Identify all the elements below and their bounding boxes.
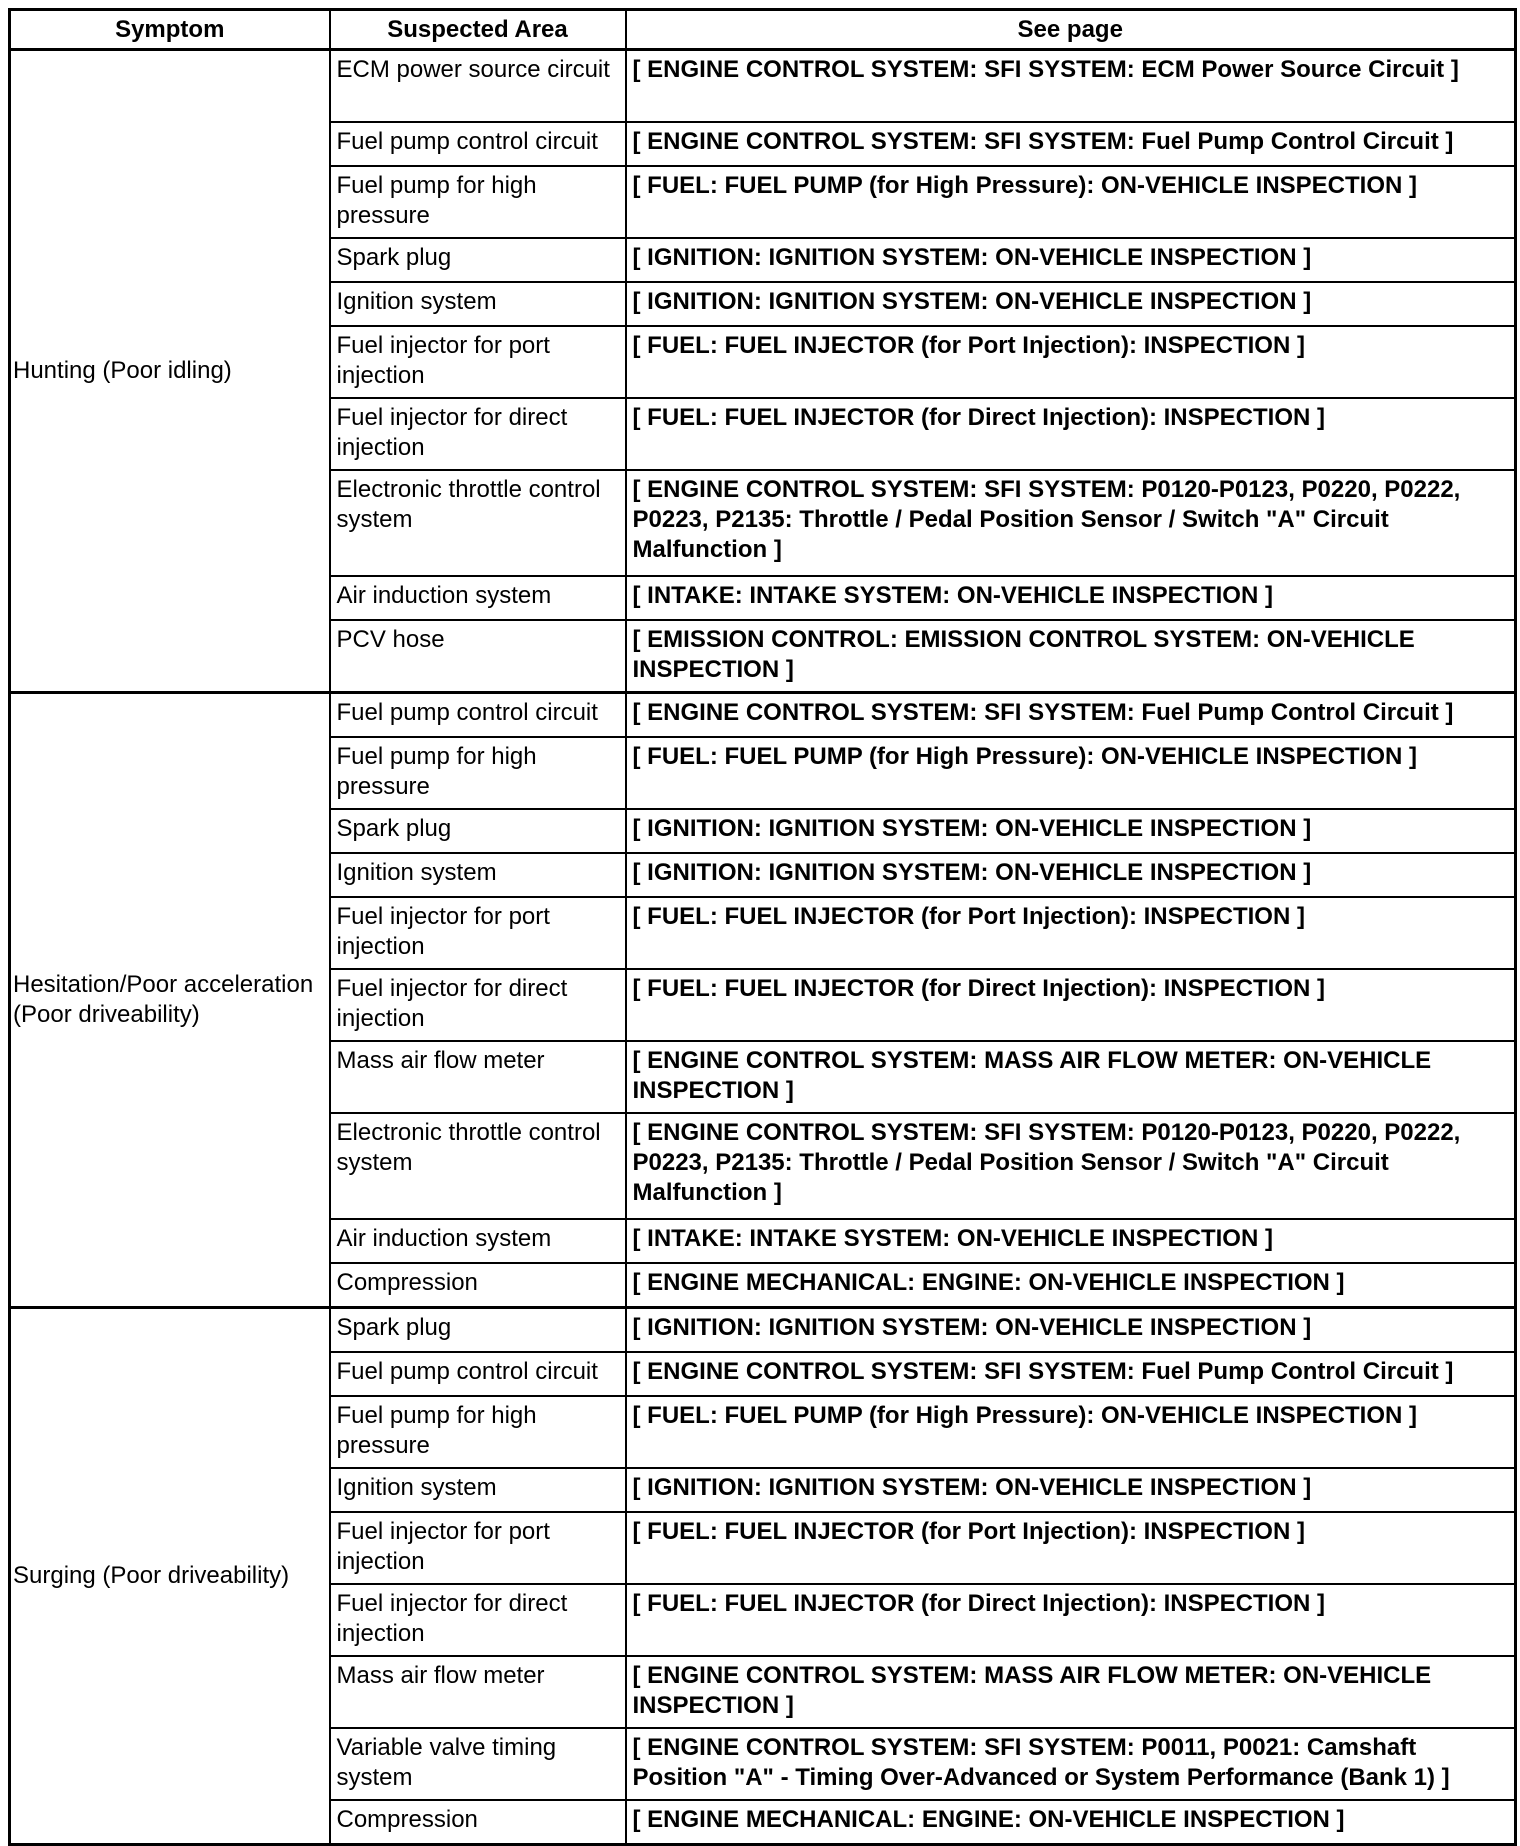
suspected-area-cell: Electronic throttle control system — [330, 1113, 626, 1219]
see-page-link[interactable]: [ INTAKE: INTAKE SYSTEM: ON-VEHICLE INSPECTION ] — [626, 576, 1516, 620]
see-page-link[interactable]: [ ENGINE CONTROL SYSTEM: SFI SYSTEM: ECM Power Source Circuit ] — [626, 50, 1516, 123]
see-page-link[interactable]: [ ENGINE MECHANICAL: ENGINE: ON-VEHICLE INSPECTION ] — [626, 1263, 1516, 1308]
see-page-link[interactable]: [ FUEL: FUEL INJECTOR (for Direct Injection): INSPECTION ] — [626, 969, 1516, 1041]
suspected-area-cell: Compression — [330, 1263, 626, 1308]
see-page-link[interactable]: [ IGNITION: IGNITION SYSTEM: ON-VEHICLE INSPECTION ] — [626, 1468, 1516, 1512]
see-page-link[interactable]: [ INTAKE: INTAKE SYSTEM: ON-VEHICLE INSPECTION ] — [626, 1219, 1516, 1263]
see-page-link[interactable]: [ FUEL: FUEL INJECTOR (for Direct Injection): INSPECTION ] — [626, 398, 1516, 470]
suspected-area-cell: Fuel injector for port injection — [330, 1512, 626, 1584]
suspected-area-cell: Electronic throttle control system — [330, 470, 626, 576]
see-page-link[interactable]: [ FUEL: FUEL PUMP (for High Pressure): ON-VEHICLE INSPECTION ] — [626, 1396, 1516, 1468]
suspected-area-cell: Spark plug — [330, 1308, 626, 1353]
see-page-link[interactable]: [ ENGINE CONTROL SYSTEM: SFI SYSTEM: Fuel Pump Control Circuit ] — [626, 122, 1516, 166]
suspected-area-cell: Spark plug — [330, 238, 626, 282]
suspected-area-cell: Fuel pump for high pressure — [330, 1396, 626, 1468]
suspected-area-cell: Ignition system — [330, 282, 626, 326]
see-page-link[interactable]: [ ENGINE MECHANICAL: ENGINE: ON-VEHICLE INSPECTION ] — [626, 1800, 1516, 1845]
see-page-link[interactable]: [ ENGINE CONTROL SYSTEM: SFI SYSTEM: Fuel Pump Control Circuit ] — [626, 693, 1516, 738]
suspected-area-cell: Compression — [330, 1800, 626, 1845]
suspected-area-cell: ECM power source circuit — [330, 50, 626, 123]
suspected-area-cell: Fuel injector for direct injection — [330, 398, 626, 470]
see-page-link[interactable]: [ IGNITION: IGNITION SYSTEM: ON-VEHICLE INSPECTION ] — [626, 282, 1516, 326]
table-row — [10, 50, 1516, 123]
table-row — [10, 693, 1516, 738]
suspected-area-cell: Mass air flow meter — [330, 1656, 626, 1728]
suspected-area-cell: Fuel injector for direct injection — [330, 969, 626, 1041]
see-page-link[interactable]: [ FUEL: FUEL INJECTOR (for Port Injection): INSPECTION ] — [626, 897, 1516, 969]
see-page-link[interactable]: [ IGNITION: IGNITION SYSTEM: ON-VEHICLE INSPECTION ] — [626, 853, 1516, 897]
see-page-link[interactable]: [ IGNITION: IGNITION SYSTEM: ON-VEHICLE INSPECTION ] — [626, 238, 1516, 282]
suspected-area-cell: Mass air flow meter — [330, 1041, 626, 1113]
suspected-area-header: Suspected Area — [330, 10, 626, 50]
header-row — [10, 10, 1516, 50]
suspected-area-cell: Fuel injector for port injection — [330, 897, 626, 969]
symptom-header: Symptom — [10, 10, 330, 50]
symptom-table — [8, 8, 1517, 1846]
suspected-area-cell: Fuel pump control circuit — [330, 1352, 626, 1396]
symptom-cell: Hunting (Poor idling) — [10, 50, 330, 693]
see-page-link[interactable]: [ ENGINE CONTROL SYSTEM: MASS AIR FLOW METER: ON-VEHICLE INSPECTION ] — [626, 1041, 1516, 1113]
see-page-link[interactable]: [ FUEL: FUEL INJECTOR (for Port Injection): INSPECTION ] — [626, 326, 1516, 398]
see-page-header: See page — [626, 10, 1516, 50]
see-page-link[interactable]: [ FUEL: FUEL INJECTOR (for Port Injection): INSPECTION ] — [626, 1512, 1516, 1584]
see-page-link[interactable]: [ ENGINE CONTROL SYSTEM: MASS AIR FLOW METER: ON-VEHICLE INSPECTION ] — [626, 1656, 1516, 1728]
suspected-area-cell: Variable valve timing system — [330, 1728, 626, 1800]
suspected-area-cell: PCV hose — [330, 620, 626, 693]
see-page-link[interactable]: [ FUEL: FUEL INJECTOR (for Direct Injection): INSPECTION ] — [626, 1584, 1516, 1656]
suspected-area-cell: Fuel pump for high pressure — [330, 166, 626, 238]
suspected-area-cell: Fuel injector for port injection — [330, 326, 626, 398]
suspected-area-cell: Fuel pump for high pressure — [330, 737, 626, 809]
see-page-link[interactable]: [ IGNITION: IGNITION SYSTEM: ON-VEHICLE INSPECTION ] — [626, 1308, 1516, 1353]
suspected-area-cell: Fuel pump control circuit — [330, 122, 626, 166]
see-page-link[interactable]: [ FUEL: FUEL PUMP (for High Pressure): ON-VEHICLE INSPECTION ] — [626, 166, 1516, 238]
suspected-area-cell: Fuel injector for direct injection — [330, 1584, 626, 1656]
see-page-link[interactable]: [ IGNITION: IGNITION SYSTEM: ON-VEHICLE INSPECTION ] — [626, 809, 1516, 853]
see-page-link[interactable]: [ ENGINE CONTROL SYSTEM: SFI SYSTEM: Fuel Pump Control Circuit ] — [626, 1352, 1516, 1396]
suspected-area-cell: Spark plug — [330, 809, 626, 853]
see-page-link[interactable]: [ EMISSION CONTROL: EMISSION CONTROL SYSTEM: ON-VEHICLE INSPECTION ] — [626, 620, 1516, 693]
see-page-link[interactable]: [ FUEL: FUEL PUMP (for High Pressure): ON-VEHICLE INSPECTION ] — [626, 737, 1516, 809]
see-page-link[interactable]: [ ENGINE CONTROL SYSTEM: SFI SYSTEM: P0120-P0123, P0220, P0222, P0223, P2135: Throttle / Pedal Position Sensor / Switch "A" Circuit Malfunction ] — [626, 1113, 1516, 1219]
suspected-area-cell: Ignition system — [330, 853, 626, 897]
table-row — [10, 1308, 1516, 1353]
suspected-area-cell: Air induction system — [330, 1219, 626, 1263]
see-page-link[interactable]: [ ENGINE CONTROL SYSTEM: SFI SYSTEM: P0011, P0021: Camshaft Position "A" - Timing Over-Advanced or System Performance (Bank 1) ] — [626, 1728, 1516, 1800]
symptom-cell: Surging (Poor driveability) — [10, 1308, 330, 1845]
suspected-area-cell: Air induction system — [330, 576, 626, 620]
suspected-area-cell: Ignition system — [330, 1468, 626, 1512]
symptom-cell: Hesitation/Poor acceleration (Poor driveability) — [10, 693, 330, 1308]
see-page-link[interactable]: [ ENGINE CONTROL SYSTEM: SFI SYSTEM: P0120-P0123, P0220, P0222, P0223, P2135: Throttle / Pedal Position Sensor / Switch "A" Circuit Malfunction ] — [626, 470, 1516, 576]
suspected-area-cell: Fuel pump control circuit — [330, 693, 626, 738]
